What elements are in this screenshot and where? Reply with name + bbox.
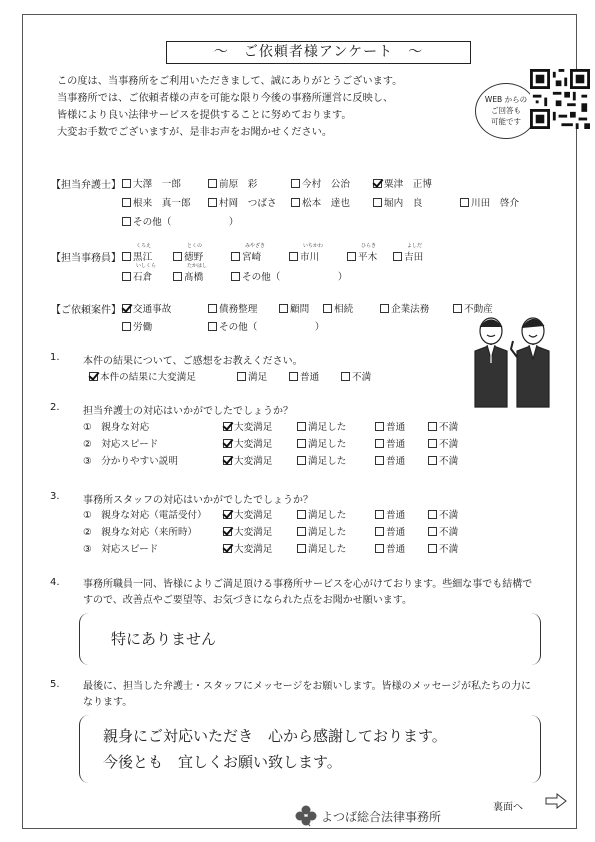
option-label: 大変満足 [234,439,273,450]
checkbox[interactable] [428,510,437,519]
checkbox-checked[interactable] [223,527,232,536]
intro-text [57,73,477,141]
case-option[interactable] [122,319,152,333]
option-label: 不満 [439,544,459,555]
checkbox[interactable] [297,544,306,553]
rating-item-label: ③ 対応スピード [83,544,159,555]
checkbox[interactable] [289,252,298,261]
q1-option[interactable] [341,369,371,383]
case-option[interactable] [208,301,257,315]
checkbox-checked[interactable] [373,179,382,188]
rating-option[interactable] [375,419,405,433]
option-label: 宮崎 [242,252,262,263]
option-label: 満足した [308,510,347,521]
checkbox[interactable] [231,272,240,281]
checkbox[interactable] [460,198,469,207]
checkbox-checked[interactable] [223,439,232,448]
q1-option[interactable] [289,369,319,383]
checkbox[interactable] [289,372,298,381]
rating-option[interactable] [297,436,346,450]
case-other-option[interactable] [208,319,325,333]
checkbox[interactable] [375,456,384,465]
checkbox[interactable] [323,304,332,313]
rating-option[interactable] [297,419,346,433]
option-label: 川田 啓介 [471,198,519,209]
checkbox[interactable] [297,456,306,465]
rating-option[interactable] [223,524,272,538]
option-label: 平木 [358,252,378,263]
option-label: 大変満足 [234,510,273,521]
rating-option[interactable] [428,541,458,555]
checkbox[interactable] [297,422,306,431]
lawyer-other-option[interactable] [122,214,239,228]
intro-line: 大変お手数でございますが、是非お声をお聞かせください。 [57,127,333,138]
rating-item-label: ③ 分かりやすい説明 [83,456,178,467]
option-label: 労働 [133,322,153,333]
rating-option[interactable] [223,507,272,521]
staff-option[interactable] [393,243,424,263]
checkbox-checked[interactable] [223,422,232,431]
option-label: 普通 [386,439,406,450]
option-label: 大澤 一郎 [133,179,181,190]
checkbox[interactable] [373,198,382,207]
option-label: 堀内 良 [384,198,423,209]
q4-text-line: 事務所職員一同、皆様によりご満足頂ける事務所サービスを心がけております。些細な事でも結構で [83,579,533,590]
checkbox[interactable] [375,422,384,431]
lawyer-option[interactable] [291,195,350,209]
option-label: 本件の結果に大変満足 [100,372,196,383]
rating-item-label: ② 対応スピード [83,439,159,450]
option-label: 普通 [386,527,406,538]
option-label: 大変満足 [234,456,273,467]
q4-text-line: すので、改善点やご要望等、お気づきになられた点をお聞かせ願います。 [83,595,412,606]
case-option[interactable] [323,301,353,315]
checkbox[interactable] [122,198,131,207]
option-label: 不満 [439,422,459,433]
q3-number: 3. [50,491,60,502]
clover-icon [295,805,317,827]
survey-title: ～ ご依頼者様アンケート ～ [166,41,471,64]
option-label: 満足した [308,439,347,450]
case-option[interactable] [279,301,309,315]
lawyer-option[interactable] [122,176,181,190]
option-label: 前原 彩 [219,179,258,190]
option-label: 満足した [308,422,347,433]
checkbox[interactable] [297,510,306,519]
option-label: 粟津 正博 [384,179,432,190]
staff-option[interactable] [347,243,378,263]
q5-number: 5. [50,679,60,690]
rating-option[interactable] [223,419,272,433]
qr-code-icon[interactable] [530,69,590,129]
option-label: 普通 [386,544,406,555]
q5-answer-line: 今後とも 宜しくお願い致します。 [103,753,342,771]
q1-option[interactable] [89,369,196,383]
rating-option[interactable] [297,524,346,538]
rating-option[interactable] [297,507,346,521]
staff-other-option[interactable] [231,269,348,283]
rating-option[interactable] [223,541,272,555]
ruby-text: くろえ [136,243,152,249]
option-label: 満足した [308,456,347,467]
option-label: 黒江 [133,252,153,263]
checkbox[interactable] [297,439,306,448]
rating-option[interactable] [375,507,405,521]
rating-option[interactable] [375,524,405,538]
case-option[interactable] [122,301,171,315]
option-label: 市川 [300,252,320,263]
q5-handwritten-answer [103,723,447,775]
lawyer-section-label: 【担当弁護士】 [51,180,121,191]
checkbox[interactable] [122,179,131,188]
option-label: 普通 [386,422,406,433]
option-label: その他（ ） [219,322,325,333]
checkbox[interactable] [428,439,437,448]
next-page-label: 裏面へ [493,802,523,813]
q4-text [83,577,553,609]
checkbox[interactable] [375,544,384,553]
option-label: 企業法務 [391,304,430,315]
checkbox[interactable] [208,322,217,331]
option-label: 不満 [439,527,459,538]
checkbox[interactable] [122,322,131,331]
checkbox[interactable] [173,272,182,281]
option-label: 髙橋 [184,272,204,283]
checkbox[interactable] [122,252,131,261]
option-label: その他（ ） [133,217,239,228]
option-label: 今村 公治 [302,179,350,190]
option-label: 普通 [386,456,406,467]
option-label: 吉田 [404,252,424,263]
rating-option[interactable] [223,436,272,450]
checkbox[interactable] [297,527,306,536]
ruby-text: たかはし [187,263,208,269]
checkbox[interactable] [453,304,462,313]
checkbox[interactable] [208,304,217,313]
checkbox[interactable] [428,527,437,536]
office-logo [295,805,441,827]
option-label: 大変満足 [234,422,273,433]
survey-sheet [22,14,577,829]
option-label: 不動産 [464,304,493,315]
option-label: 不満 [439,456,459,467]
checkbox-checked[interactable] [223,510,232,519]
intro-line: 皆様により良い法律サービスを提供することに努めております。 [57,110,352,121]
option-label: 満足した [308,527,347,538]
lawyer-option[interactable] [208,176,257,190]
lawyer-option[interactable] [373,176,432,190]
checkbox[interactable] [208,179,217,188]
staff-option[interactable] [173,263,208,283]
rating-option[interactable] [297,541,346,555]
rating-option[interactable] [428,507,458,521]
staff-option[interactable] [122,263,157,283]
checkbox[interactable] [347,252,356,261]
q5-text-line: 最後に、担当した弁護士・スタッフにメッセージをお願いします。皆様のメッセージが私たちの力に [83,681,531,692]
q5-text [83,679,553,711]
web-answer-bubble [475,83,537,139]
checkbox[interactable] [237,372,246,381]
option-label: 満足した [308,544,347,555]
ruby-text: みやざき [245,243,266,249]
checkbox[interactable] [122,272,131,281]
checkbox-checked[interactable] [122,304,131,313]
option-label: 松本 達也 [302,198,350,209]
option-label: 石倉 [133,272,153,283]
option-label: 根来 真一郎 [133,198,191,209]
ruby-text: ひらき [361,243,377,249]
ruby-text: いちかわ [303,243,324,249]
checkbox-checked[interactable] [223,456,232,465]
checkbox-checked[interactable] [223,544,232,553]
intro-line: この度は、当事務所をご利用いただきまして、誠にありがとうございます。 [57,76,403,87]
checkbox[interactable] [291,198,300,207]
staff-option[interactable] [289,243,324,263]
q1-text: 本件の結果について、ご感想をお教えください。 [83,356,303,367]
lawyer-option[interactable] [122,195,191,209]
arrow-right-icon[interactable] [545,793,567,809]
option-label: 相続 [334,304,354,315]
q2-number: 2. [50,402,60,413]
option-label: 不満 [439,439,459,450]
checkbox[interactable] [375,510,384,519]
q5-answer-line: 親身にご対応いただき 心から感謝しております。 [103,727,447,745]
checkbox[interactable] [122,217,131,226]
rating-option[interactable] [223,453,272,467]
case-section-label: 【ご依頼案件】 [51,305,121,316]
option-label: 大変満足 [234,527,273,538]
lawyer-option[interactable] [208,195,277,209]
rating-item-label: ① 親身な対応 [83,422,150,433]
office-name: よつば総合法律事務所 [321,809,442,824]
ruby-text: よしだ [407,243,423,249]
checkbox[interactable] [279,304,288,313]
staff-option[interactable] [122,243,153,263]
lawyer-option[interactable] [291,176,350,190]
q1-option[interactable] [237,369,267,383]
checkbox[interactable] [428,422,437,431]
option-label: 顧問 [290,304,310,315]
checkbox[interactable] [428,456,437,465]
lawyer-option[interactable] [460,195,519,209]
bubble-line: ご回答も [491,106,521,115]
checkbox[interactable] [428,544,437,553]
option-label: その他（ ） [242,272,348,283]
rating-option[interactable] [375,436,405,450]
option-label: 不満 [352,372,372,383]
rating-item-label: ① 親身な対応（電話受付） [83,510,207,521]
bubble-line: WEB からの [484,95,528,104]
rating-option[interactable] [428,436,458,450]
option-label: 村岡 つばさ [219,198,277,209]
rating-option[interactable] [375,453,405,467]
staff-section-label: 【担当事務員】 [51,253,121,264]
q4-number: 4. [50,577,60,588]
rating-option[interactable] [428,419,458,433]
lawyers-illustration-icon [463,311,563,409]
q1-number: 1. [50,352,60,363]
q4-handwritten-answer: 特にありません [111,630,217,648]
checkbox[interactable] [291,179,300,188]
option-label: 不満 [439,510,459,521]
q2-text: 担当弁護士の対応はいかがでしたでしょうか？ [83,406,293,417]
option-label: 普通 [300,372,320,383]
lawyer-option[interactable] [373,195,422,209]
option-label: 交通事故 [133,304,172,315]
checkbox-checked[interactable] [89,372,98,381]
q3-text: 事務所スタッフの対応はいかがでしたでしょうか？ [83,495,313,506]
option-label: 德野 [184,252,204,263]
rating-item-label: ② 親身な対応（来所時） [83,527,198,538]
checkbox[interactable] [380,304,389,313]
checkbox[interactable] [375,439,384,448]
checkbox[interactable] [231,252,240,261]
case-option[interactable] [380,301,429,315]
option-label: 債務整理 [219,304,258,315]
staff-option[interactable] [173,243,204,263]
rating-option[interactable] [428,453,458,467]
checkbox[interactable] [393,252,402,261]
bubble-line: 可能です [491,117,521,126]
rating-option[interactable] [297,453,346,467]
staff-option[interactable] [231,243,266,263]
checkbox[interactable] [173,252,182,261]
rating-option[interactable] [375,541,405,555]
option-label: 大変満足 [234,544,273,555]
checkbox[interactable] [375,527,384,536]
intro-line: 当事務所では、ご依頼者様の声を可能な限り今後の事務所運営に反映し、 [57,93,394,104]
option-label: 満足 [248,372,268,383]
option-label: 普通 [386,510,406,521]
checkbox[interactable] [341,372,350,381]
checkbox[interactable] [208,198,217,207]
ruby-text: いしくら [136,263,157,269]
ruby-text: とくの [187,243,203,249]
rating-option[interactable] [428,524,458,538]
q5-text-line: なります。 [83,697,133,708]
